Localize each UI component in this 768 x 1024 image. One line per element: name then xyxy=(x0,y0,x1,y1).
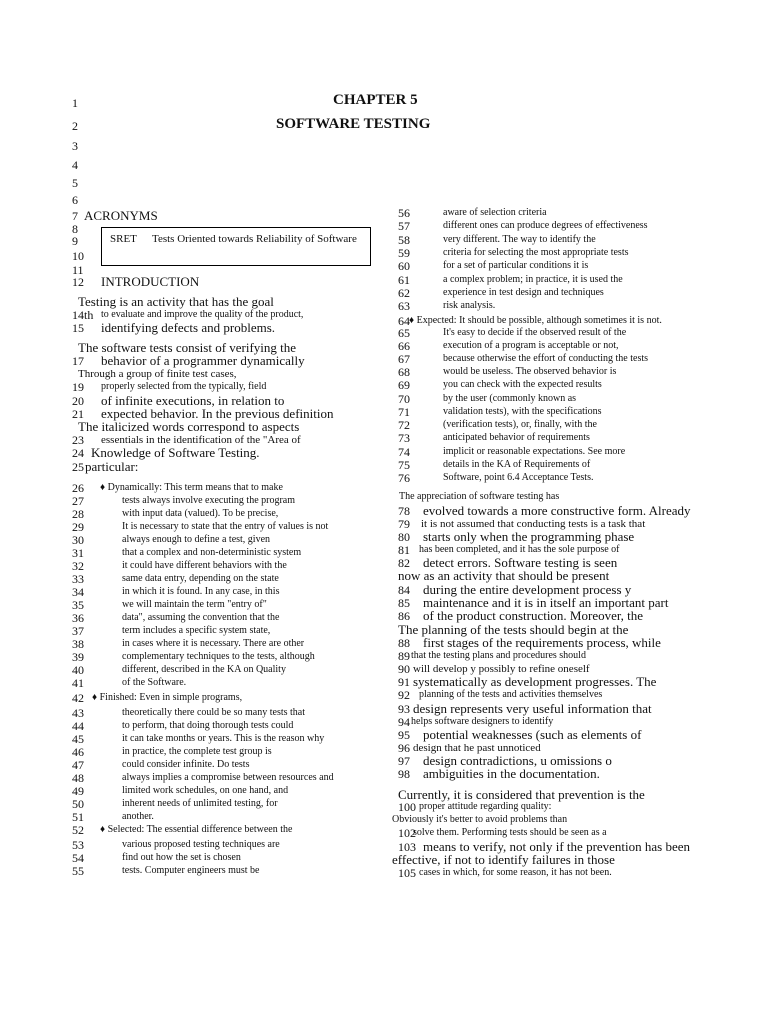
line-number: 6 xyxy=(72,193,78,207)
line-number: 88 xyxy=(398,636,410,650)
text-line: risk analysis. xyxy=(443,300,496,311)
text-line: it is not assumed that conducting tests is a task that xyxy=(421,518,646,530)
text-line: expected behavior. In the previous definition xyxy=(101,406,334,421)
text-line: Testing is an activity that has the goal xyxy=(78,294,274,309)
line-number: 45 xyxy=(72,732,84,746)
text-line: cases in which, for some reason, it has not been. xyxy=(419,867,612,878)
line-number: 46 xyxy=(72,745,84,759)
line-number: 105 xyxy=(398,866,416,880)
text-line: planning of the tests and activities themselves xyxy=(419,689,603,700)
line-number: 32 xyxy=(72,559,84,573)
text-line: Currently, it is considered that prevention is the xyxy=(398,787,645,802)
text-line: in practice, the complete test group is xyxy=(122,746,272,757)
line-number: 37 xyxy=(72,624,84,638)
text-line: tests always involve executing the program xyxy=(122,495,296,506)
text-line: first stages of the requirements process, while xyxy=(423,635,661,650)
text-line: inherent needs of unlimited testing, for xyxy=(122,798,278,809)
text-line: proper attitude regarding quality: xyxy=(419,801,552,812)
acronym-definition: Tests Oriented towards Reliability of Software xyxy=(152,233,357,245)
line-number: 20 xyxy=(72,394,84,408)
line-number: 52 xyxy=(72,823,84,837)
text-line: very different. The way to identify the xyxy=(443,234,596,245)
text-line: always implies a compromise between resources and xyxy=(122,772,334,783)
text-line: design contradictions, u omissions o xyxy=(423,753,612,768)
line-number: 76 xyxy=(398,471,410,485)
text-line: has been completed, and it has the sole purpose of xyxy=(419,544,620,555)
line-number: 85 xyxy=(398,596,410,610)
text-line: Obviously it's better to avoid problems than xyxy=(392,814,568,825)
line-number: 17 xyxy=(72,354,84,368)
line-number: 73 xyxy=(398,431,410,445)
line-number: 94 xyxy=(398,715,410,729)
line-number: 81 xyxy=(398,543,410,557)
line-number: 74 xyxy=(398,445,410,459)
text-line: details in the KA of Requirements of xyxy=(443,459,591,470)
text-line: for a set of particular conditions it is xyxy=(443,260,589,271)
line-number: 41 xyxy=(72,676,84,690)
acronym-table xyxy=(101,227,371,266)
line-number: 78 xyxy=(398,504,410,518)
text-line: implicit or reasonable expectations. See more xyxy=(443,446,626,457)
line-number: 69 xyxy=(398,378,410,392)
line-number: 47 xyxy=(72,758,84,772)
text-line: that the testing plans and procedures should xyxy=(411,650,586,661)
line-number: 100 xyxy=(398,800,416,814)
line-number: 12 xyxy=(72,275,84,289)
text-line: Through a group of finite test cases, xyxy=(78,368,237,380)
text-line: to evaluate and improve the quality of the product, xyxy=(101,309,304,320)
line-number: 65 xyxy=(398,326,410,340)
text-line: design represents very useful information that xyxy=(413,701,652,716)
text-line: design that he past unnoticed xyxy=(413,742,541,754)
text-line: will develop y possibly to refine oneself xyxy=(413,663,590,675)
line-number: 25 xyxy=(72,460,84,474)
text-line: identifying defects and problems. xyxy=(101,320,276,335)
line-number: 58 xyxy=(398,233,410,247)
text-line: It is necessary to state that the entry of values is not xyxy=(122,521,329,532)
text-line: of infinite executions, in relation to xyxy=(101,393,285,408)
text-line: always enough to define a test, given xyxy=(122,534,271,545)
text-line: ambiguities in the documentation. xyxy=(423,766,600,781)
text-line: we will maintain the term "entry of" xyxy=(122,599,267,610)
text-line: detect errors. Software testing is seen xyxy=(423,555,618,570)
text-line: tests. Computer engineers must be xyxy=(122,865,260,876)
line-number: 35 xyxy=(72,598,84,612)
line-number: 3 xyxy=(72,139,78,153)
text-line: The italicized words correspond to aspects xyxy=(78,419,300,434)
text-line: data", assuming the convention that the xyxy=(122,612,280,623)
text-line: same data entry, depending on the state xyxy=(122,573,279,584)
line-number: 15 xyxy=(72,321,84,335)
line-number: 89 xyxy=(398,649,410,663)
line-number: 44 xyxy=(72,719,84,733)
line-number: 71 xyxy=(398,405,410,419)
text-line: different, described in the KA on Quality xyxy=(122,664,286,675)
text-line: Software, point 6.4 Acceptance Tests. xyxy=(443,472,594,483)
line-number: 48 xyxy=(72,771,84,785)
line-number: 9 xyxy=(72,234,78,248)
line-number: 96 xyxy=(398,741,410,755)
text-line: It's easy to decide if the observed result of the xyxy=(443,327,627,338)
text-line: it could have different behaviors with the xyxy=(122,560,287,571)
text-line: limited work schedules, on one hand, and xyxy=(122,785,289,796)
text-line: The planning of the tests should begin at the xyxy=(398,622,629,637)
line-number: 54 xyxy=(72,851,84,865)
text-line: particular: xyxy=(85,459,139,474)
line-number: 98 xyxy=(398,767,410,781)
text-line: different ones can produce degrees of effectiveness xyxy=(443,220,648,231)
chapter-title: SOFTWARE TESTING xyxy=(276,116,431,132)
text-line: in which it is found. In any case, in this xyxy=(122,586,280,597)
line-number: 42 xyxy=(72,691,84,705)
text-line: anticipated behavior of requirements xyxy=(443,432,590,443)
text-line: it can take months or years. This is the reason why xyxy=(122,733,325,744)
text-line: ♦ Expected: It should be possible, although sometimes it is not. xyxy=(409,315,662,326)
line-number: 19 xyxy=(72,380,84,394)
text-line: properly selected from the typically, field xyxy=(101,381,267,392)
text-line: ACRONYMS xyxy=(84,208,158,223)
text-line: behavior of a programmer dynamically xyxy=(101,353,305,368)
line-number: 92 xyxy=(398,688,410,702)
line-number: 80 xyxy=(398,530,410,544)
text-line: in cases where it is necessary. There are other xyxy=(122,638,305,649)
text-line: during the entire development process y xyxy=(423,582,632,597)
line-number: 50 xyxy=(72,797,84,811)
line-number: 68 xyxy=(398,365,410,379)
acronym-abbr: SRET xyxy=(110,233,137,245)
line-number: 38 xyxy=(72,637,84,651)
text-line: evolved towards a more constructive form. Already xyxy=(423,503,691,518)
line-number: 84 xyxy=(398,583,410,597)
text-line: The software tests consist of verifying the xyxy=(78,340,297,355)
text-line: helps software designers to identify xyxy=(411,716,554,727)
line-number: 102 xyxy=(398,826,416,840)
text-line: systematically as development progresses. The xyxy=(413,674,657,689)
text-line: ♦ Selected: The essential difference between the xyxy=(100,824,293,835)
text-line: maintenance and it is in itself an important part xyxy=(423,595,669,610)
line-number: 8 xyxy=(72,222,78,236)
text-line: various proposed testing techniques are xyxy=(122,839,280,850)
line-number: 30 xyxy=(72,533,84,547)
text-line: means to verify, not only if the prevention has been xyxy=(423,839,691,854)
line-number: 66 xyxy=(398,339,410,353)
line-number: 75 xyxy=(398,458,410,472)
text-line: ♦ Dynamically: This term means that to make xyxy=(100,482,283,493)
line-number: 31 xyxy=(72,546,84,560)
text-line: a complex problem; in practice, it is used the xyxy=(443,274,623,285)
line-number: 72 xyxy=(398,418,410,432)
line-number: 97 xyxy=(398,754,410,768)
text-line: (verification tests), or, finally, with the xyxy=(443,419,597,430)
line-number: 28 xyxy=(72,507,84,521)
line-number: 67 xyxy=(398,352,410,366)
line-number: 90 xyxy=(398,662,410,676)
line-number: 24 xyxy=(72,446,84,460)
line-number: 79 xyxy=(398,517,410,531)
line-number: 59 xyxy=(398,246,410,260)
line-number: 10 xyxy=(72,249,84,263)
line-number: 62 xyxy=(398,286,410,300)
text-line: effective, if not to identify failures in those xyxy=(392,852,615,867)
line-number: 2 xyxy=(72,119,78,133)
line-number: 21 xyxy=(72,407,84,421)
text-line: you can check with the expected results xyxy=(443,379,602,390)
line-number: 63 xyxy=(398,299,410,313)
line-number: 11 xyxy=(72,263,84,277)
text-line: with input data (valued). To be precise, xyxy=(122,508,279,519)
line-number: 36 xyxy=(72,611,84,625)
line-number: 95 xyxy=(398,728,410,742)
text-line: could consider infinite. Do tests xyxy=(122,759,250,770)
line-number: 34 xyxy=(72,585,84,599)
line-number: 56 xyxy=(398,206,410,220)
line-number: 57 xyxy=(398,219,410,233)
text-line: by the user (commonly known as xyxy=(443,393,577,404)
text-line: complementary techniques to the tests, although xyxy=(122,651,315,662)
line-number: 70 xyxy=(398,392,410,406)
text-line: validation tests), with the specifications xyxy=(443,406,602,417)
text-line: term includes a specific system state, xyxy=(122,625,271,636)
line-number: 1 xyxy=(72,96,78,110)
line-number: 53 xyxy=(72,838,84,852)
line-number: 86 xyxy=(398,609,410,623)
line-number: 23 xyxy=(72,433,84,447)
line-number: 5 xyxy=(72,176,78,190)
text-line: execution of a program is acceptable or not, xyxy=(443,340,619,351)
text-line: find out how the set is chosen xyxy=(122,852,241,863)
line-number: 14th xyxy=(72,308,94,322)
line-number: 49 xyxy=(72,784,84,798)
line-number: 39 xyxy=(72,650,84,664)
text-line: of the Software. xyxy=(122,677,187,688)
text-line: because otherwise the effort of conducting the tests xyxy=(443,353,649,364)
text-line: criteria for selecting the most appropriate tests xyxy=(443,247,629,258)
line-number: 7 xyxy=(72,209,78,223)
text-line: would be useless. The observed behavior is xyxy=(443,366,617,377)
line-number: 27 xyxy=(72,494,84,508)
text-line: Knowledge of Software Testing. xyxy=(91,445,260,460)
line-number: 29 xyxy=(72,520,84,534)
text-line: of the product construction. Moreover, the xyxy=(423,608,644,623)
text-line: ♦ Finished: Even in simple programs, xyxy=(92,692,243,703)
line-number: 93 xyxy=(398,702,410,716)
line-number: 51 xyxy=(72,810,84,824)
text-line: INTRODUCTION xyxy=(101,274,200,289)
line-number: 26 xyxy=(72,481,84,495)
line-number: 4 xyxy=(72,158,78,172)
chapter-heading: CHAPTER 5 xyxy=(333,92,418,108)
text-line: that a complex and non-deterministic system xyxy=(122,547,302,558)
line-number: 103 xyxy=(398,840,416,854)
line-number: 82 xyxy=(398,556,410,570)
text-line: now as an activity that should be present xyxy=(398,568,610,583)
line-number: 33 xyxy=(72,572,84,586)
text-line: solve them. Performing tests should be seen as a xyxy=(413,827,607,838)
text-line: The appreciation of software testing has xyxy=(399,491,560,502)
line-number: 55 xyxy=(72,864,84,878)
line-number: 40 xyxy=(72,663,84,677)
text-line: aware of selection criteria xyxy=(443,207,547,218)
text-line: experience in test design and techniques xyxy=(443,287,604,298)
line-number: 64 xyxy=(398,314,410,328)
text-line: another. xyxy=(122,811,154,822)
text-line: theoretically there could be so many tests that xyxy=(122,707,305,718)
text-line: essentials in the identification of the "Area of xyxy=(101,434,301,446)
text-line: to perform, that doing thorough tests could xyxy=(122,720,294,731)
text-line: starts only when the programming phase xyxy=(423,529,635,544)
line-number: 91 xyxy=(398,675,410,689)
text-line: potential weaknesses (such as elements of xyxy=(423,727,642,742)
line-number: 43 xyxy=(72,706,84,720)
line-number: 60 xyxy=(398,259,410,273)
line-number: 61 xyxy=(398,273,410,287)
